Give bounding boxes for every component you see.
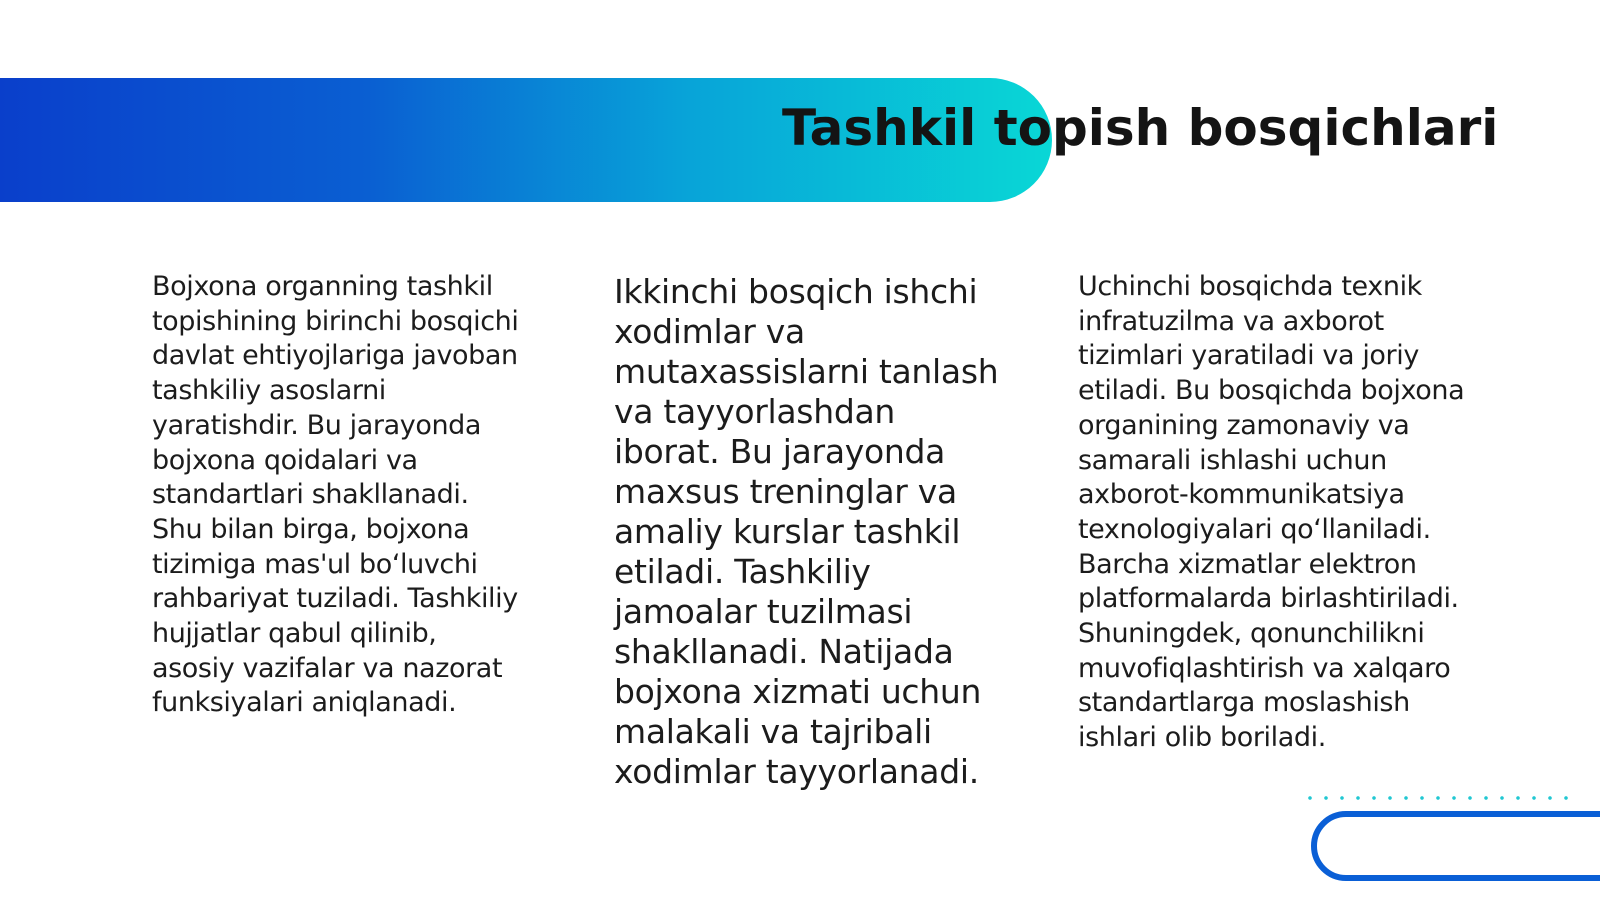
column-1-text: Bojxona organning tashkil topishining birinchi bosqichi davlat ehtiyojlariga javoban tashkiliy asoslarni yaratishdir. Bu jarayonda bojxona qoidalari va standartlari shakllanadi. Shu bilan birga, bojxona tizimiga mas'ul bo‘luvchi rahbariyat tuziladi. Tashkiliy hujjatlar qabul qilinib, asosiy vazifalar va nazorat funksiyalari aniqlanadi. xyxy=(152,271,519,719)
decorative-pill-outline xyxy=(1311,811,1600,881)
decorative-dots xyxy=(1302,796,1572,800)
column-2-text: Ikkinchi bosqich ishchi xodimlar va mutaxassislarni tanlash va tayyorlashdan iborat. Bu jarayonda maxsus treninglar va amaliy kurslar tashkil etiladi. Tashkiliy jamoalar tuzilmasi shakllanadi. Natijada bojxona xizmati uchun malakali va tajribali xodimlar tayyorlanadi. xyxy=(614,272,999,791)
column-3-text: Uchinchi bosqichda texnik infratuzilma va axborot tizimlari yaratiladi va joriy etiladi. Bu bosqichda bojxona organining zamonaviy va samarali ishlashi uchun axborot-kommunikatsiya texnologiyalari qo‘llaniladi. Barcha xizmatlar elektron platformalarda birlashtiriladi. Shuningdek, qonunchilikni muvofiqlashtirish va xalqaro standartlarga moslashish ishlari olib boriladi. xyxy=(1078,271,1465,754)
slide-title: Tashkil topish bosqichlari xyxy=(782,99,1499,157)
